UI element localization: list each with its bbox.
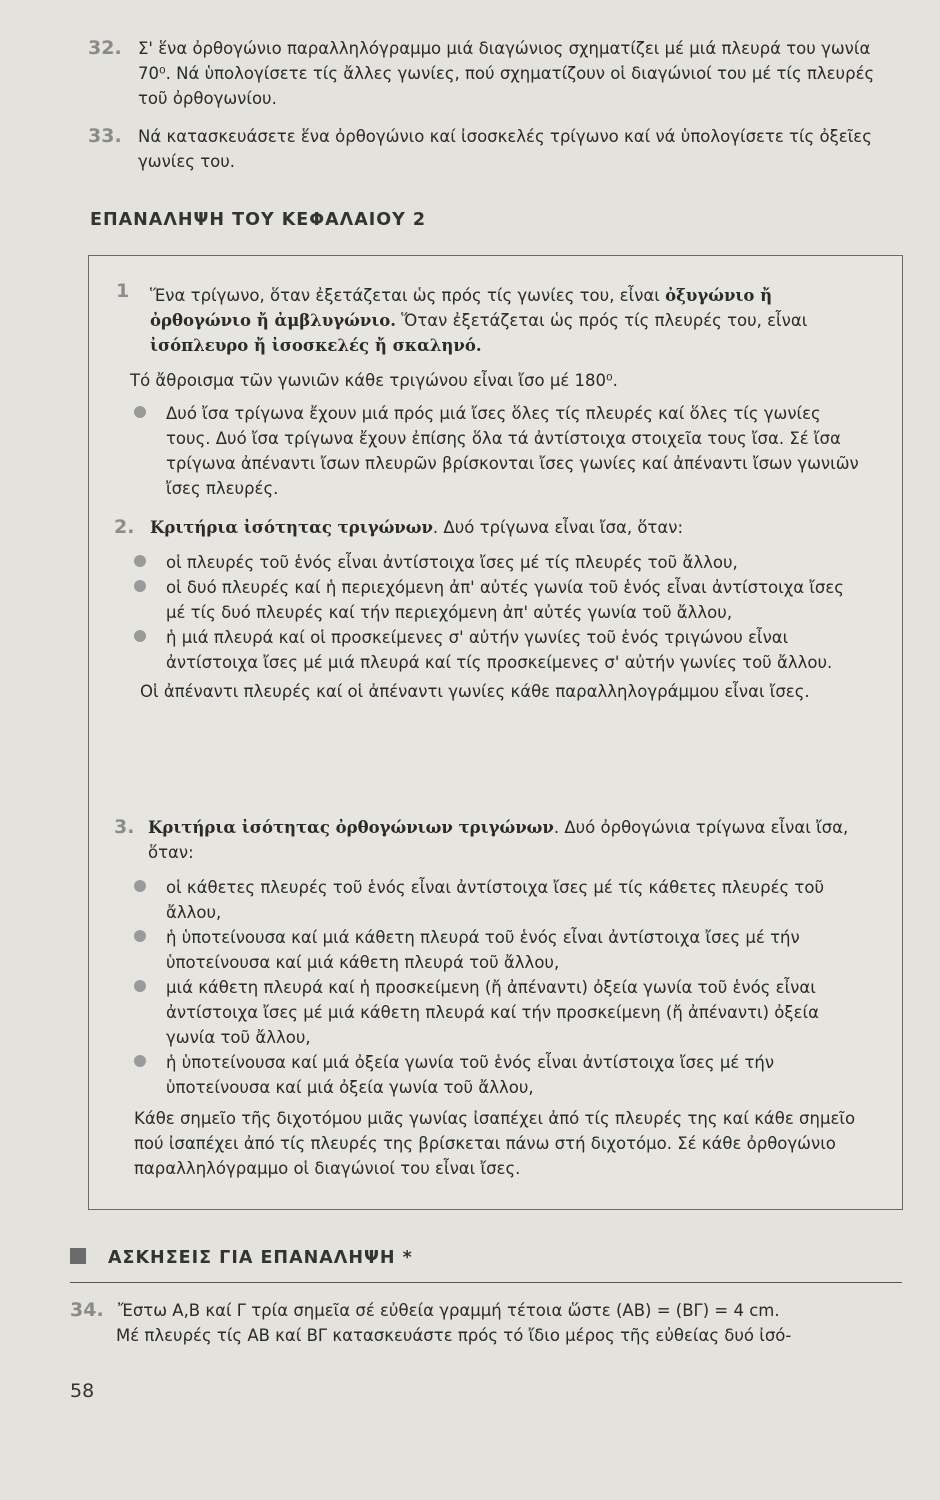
summary-section-2 bbox=[114, 515, 868, 704]
list-item: ἡ μιά πλευρά καί οἱ προσκείμενες σ' αὐτήν γωνίες τοῦ ἑνός τριγώνου εἶναι ἀντίστοιχα ἴσες μέ μιά πλευρά καί τίς προσκείμενες σ' αὐτήν γωνίες τοῦ ἄλλου. bbox=[134, 625, 868, 675]
exercise-text: Ἔστω Α,Β καί Γ τρία σημεῖα σέ εὐθεία γραμμή τέτοια ὥστε (ΑΒ) = (ΒΓ) = 4 cm. Μέ πλευρές τίς ΑΒ καί ΒΓ κατασκευάστε πρός τό ἴδιο μέρος τῆς εὐθείας δυό ἰσό- bbox=[116, 1301, 792, 1345]
bullet-list bbox=[134, 550, 868, 675]
list-item: μιά κάθετη πλευρά καί ἡ προσκείμενη (ἤ ἀπέναντι) ὀξεία γωνία τοῦ ἑνός εἶναι ἀντίστοιχα ἴσες μέ μιά κάθετη πλευρά καί τήν προσκείμενη (ἤ ἀπέναντι) ὀξεία γωνία τοῦ ἄλλου, bbox=[134, 975, 868, 1050]
section-intro: Κριτήρια ἰσότητας τριγώνων. Δυό τρίγωνα εἶναι ἴσα, ὅταν: bbox=[150, 518, 684, 537]
divider bbox=[70, 1282, 902, 1283]
bullet-list bbox=[134, 401, 868, 501]
exercise-text: Νά κατασκευάσετε ἕνα ὀρθογώνιο καί ἰσοσκελές τρίγωνο καί νά ὑπολογίσετε τίς ὀξεῖες γωνίες του. bbox=[138, 127, 872, 171]
exercise-33 bbox=[88, 124, 903, 174]
list-item: Δυό ἴσα τρίγωνα ἔχουν μιά πρός μιά ἴσες ὅλες τίς πλευρές καί ὅλες τίς γωνίες τους. Δυό ἴσα τρίγωνα ἔχουν ἐπίσης ὅλα τά ἀντίστοιχα στοιχεῖα τους ἴσα. Σέ ἴσα τρίγωνα ἀπέναντι ἴσων πλευρῶν βρίσκονται ἴσες γωνίες καί ἀπέναντι ἴσων γωνιῶν ἴσες πλευρές. bbox=[134, 401, 868, 501]
list-item: ἡ ὑποτείνουσα καί μιά κάθετη πλευρά τοῦ ἑνός εἶναι ἀντίστοιχα ἴσες μέ τήν ὑποτείνουσα καί μιά κάθετη πλευρά τοῦ ἄλλου, bbox=[134, 925, 868, 975]
summary-section-1 bbox=[116, 280, 868, 501]
review-exercises-heading: ΑΣΚΗΣΕΙΣ ΓΙΑ ΕΠΑΝΑΛΗΨΗ * bbox=[70, 1248, 413, 1268]
section-number: 1 bbox=[116, 280, 130, 302]
exercise-number: 33. bbox=[88, 125, 122, 147]
exercise-32 bbox=[88, 36, 903, 111]
list-item: οἱ κάθετες πλευρές τοῦ ἑνός εἶναι ἀντίστοιχα ἴσες μέ τίς κάθετες πλευρές τοῦ ἄλλου, bbox=[134, 875, 868, 925]
section-number: 2. bbox=[114, 516, 135, 538]
angle-sum-statement: Τό ἄθροισμα τῶν γωνιῶν κάθε τριγώνου εἶναι ἴσο μέ 180⁰. bbox=[130, 371, 618, 390]
list-item: ἡ ὑποτείνουσα καί μιά ὀξεία γωνία τοῦ ἑνός εἶναι ἀντίστοιχα ἴσες μέ τήν ὑποτείνουσα καί μιά ὀξεία γωνία τοῦ ἄλλου, bbox=[134, 1050, 868, 1100]
summary-section-3 bbox=[114, 815, 868, 1181]
list-item: οἱ πλευρές τοῦ ἑνός εἶναι ἀντίστοιχα ἴσες μέ τίς πλευρές τοῦ ἄλλου, bbox=[134, 550, 868, 575]
exercise-number: 32. bbox=[88, 37, 122, 59]
exercise-text: Σ' ἕνα ὀρθογώνιο παραλληλόγραμμο μιά διαγώνιος σχηματίζει μέ μιά πλευρά του γωνία 70⁰. Νά ὑπολογίσετε τίς ἄλλες γωνίες, πού σχηματίζουν οἱ διαγώνιοί του μέ τίς πλευρές τοῦ ὀρθογωνίου. bbox=[138, 39, 875, 108]
bisector-statement: Κάθε σημεῖο τῆς διχοτόμου μιᾶς γωνίας ἰσαπέχει ἀπό τίς πλευρές της καί κάθε σημεῖο πού ἰσαπέχει ἀπό τίς πλευρές της βρίσκεται πάνω στή διχοτόμο. Σέ κάθε ὀρθογώνιο παραλληλόγραμμο οἱ διαγώνιοί του εἶναι ἴσες. bbox=[134, 1109, 856, 1178]
page-number: 58 bbox=[70, 1380, 95, 1402]
bullet-list bbox=[134, 875, 868, 1100]
square-bullet-icon bbox=[70, 1248, 86, 1264]
triangle-classification: Ἕνα τρίγωνο, ὅταν ἐξετάζεται ὡς πρός τίς γωνίες του, εἶναι ὀξυγώνιο ἤ ὀρθογώνιο ἤ ἀμβλυγώνιο. Ὅταν ἐξετάζεται ὡς πρός τίς πλευρές του, εἶναι ἰσόπλευρο ἤ ἰσοσκελές ἤ σκαληνό. bbox=[150, 286, 808, 355]
section-number: 3. bbox=[114, 816, 135, 838]
section-intro: Κριτήρια ἰσότητας ὀρθογώνιων τριγώνων. Δυό ὀρθογώνια τρίγωνα εἶναι ἴσα, ὅταν: bbox=[148, 818, 849, 862]
chapter-review-heading: ΕΠΑΝΑΛΗΨΗ ΤΟΥ ΚΕΦΑΛΑΙΟΥ 2 bbox=[90, 210, 427, 230]
list-item: οἱ δυό πλευρές καί ἡ περιεχόμενη ἀπ' αὐτές γωνία τοῦ ἑνός εἶναι ἀντίστοιχα ἴσες μέ τίς δυό πλευρές καί τήν περιεχόμενη ἀπ' αὐτές γωνία τοῦ ἄλλου, bbox=[134, 575, 868, 625]
parallelogram-statement: Οἱ ἀπέναντι πλευρές καί οἱ ἀπέναντι γωνίες κάθε παραλληλογράμμου εἶναι ἴσες. bbox=[140, 682, 810, 701]
exercise-number: 34. bbox=[70, 1299, 104, 1321]
exercise-34 bbox=[70, 1298, 902, 1348]
